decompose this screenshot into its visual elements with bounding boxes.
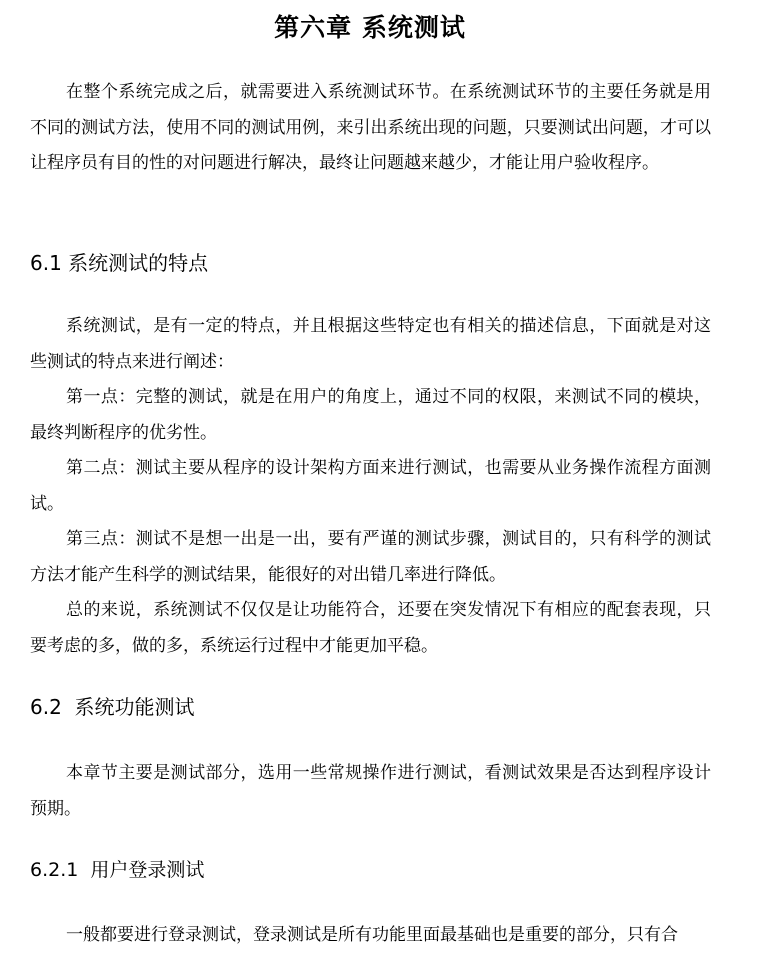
point-1-paragraph: 第一点：完整的测试，就是在用户的角度上，通过不同的权限，来测试不同的模块，最终判断程序的优劣性。: [30, 387, 711, 443]
point-3-paragraph: 第三点：测试不是想一出是一出，要有严谨的测试步骤，测试目的，只有科学的测试方法才能产生科学的测试结果，能很好的对出错几率进行降低。: [30, 529, 711, 585]
section-6-1-intro-paragraph: 系统测试，是有一定的特点，并且根据这些特定也有相关的描述信息，下面就是对这些测试的特点来进行阐述：: [30, 316, 711, 372]
intro-paragraph: 在整个系统完成之后，就需要进入系统测试环节。在系统测试环节的主要任务就是用不同的测试方法，使用不同的测试用例，来引出系统出现的问题，只要测试出问题，才可以让程序员有目的性的对问题进行解决，最终让问题越来越少，才能让用户验收程序。: [30, 82, 711, 174]
subsection-6-2-1-heading: 6.2.1 用户登录测试: [30, 859, 205, 881]
section-6-2-intro-paragraph: 本章节主要是测试部分，选用一些常规操作进行测试，看测试效果是否达到程序设计预期。: [30, 763, 711, 819]
subsection-6-2-1-paragraph: 一般都要进行登录测试，登录测试是所有功能里面最基础也是重要的部分，只有合: [66, 925, 678, 945]
summary-paragraph: 总的来说，系统测试不仅仅是让功能符合，还要在突发情况下有相应的配套表现，只要考虑的多，做的多，系统运行过程中才能更加平稳。: [30, 600, 711, 656]
chapter-title: 第六章 系统测试: [274, 13, 466, 42]
section-6-1-heading: 6.1 系统测试的特点: [30, 251, 209, 275]
point-2-paragraph: 第二点：测试主要从程序的设计架构方面来进行测试，也需要从业务操作流程方面测试。: [30, 458, 711, 514]
section-6-2-heading: 6.2 系统功能测试: [30, 695, 195, 719]
